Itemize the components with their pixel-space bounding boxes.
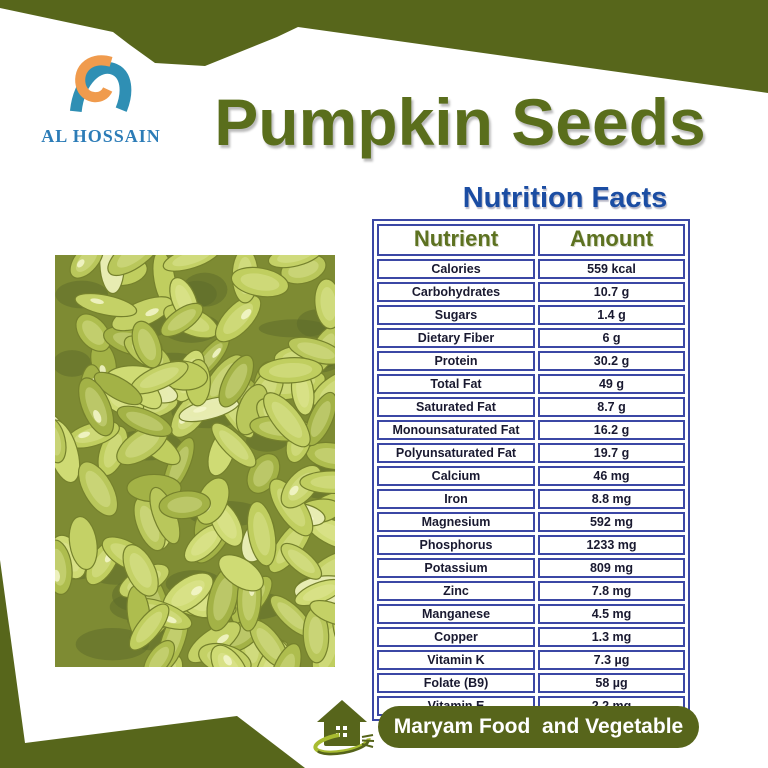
amount-cell: 1.3 mg — [538, 627, 685, 647]
nutrient-cell: Protein — [377, 351, 535, 371]
table-row — [377, 351, 685, 371]
table-row — [377, 512, 685, 532]
column-header-amount: Amount — [538, 224, 685, 256]
fork-icon — [362, 735, 374, 747]
pumpkin-seeds-illustration — [55, 255, 335, 667]
table-row — [377, 420, 685, 440]
table-row — [377, 535, 685, 555]
amount-cell: 19.7 g — [538, 443, 685, 463]
nutrient-cell: Polyunsaturated Fat — [377, 443, 535, 463]
table-row — [377, 443, 685, 463]
nutrient-cell: Dietary Fiber — [377, 328, 535, 348]
amount-cell: 7.3 µg — [538, 650, 685, 670]
table-header-row — [377, 224, 685, 256]
amount-cell: 58 µg — [538, 673, 685, 693]
nutrition-table — [372, 219, 690, 721]
amount-cell: 6 g — [538, 328, 685, 348]
table-row — [377, 489, 685, 509]
amount-cell: 8.8 mg — [538, 489, 685, 509]
nutrient-cell: Monounsaturated Fat — [377, 420, 535, 440]
amount-cell: 1233 mg — [538, 535, 685, 555]
house-icon — [309, 698, 375, 756]
nutrient-cell: Calcium — [377, 466, 535, 486]
amount-cell: 46 mg — [538, 466, 685, 486]
nutrient-cell: Total Fat — [377, 374, 535, 394]
table-row — [377, 627, 685, 647]
amount-cell: 7.8 mg — [538, 581, 685, 601]
table-row — [377, 374, 685, 394]
table-row — [377, 328, 685, 348]
table-row — [377, 673, 685, 693]
nutrient-cell: Zinc — [377, 581, 535, 601]
pumpkin-seeds-photo — [55, 255, 335, 667]
nutrient-cell: Magnesium — [377, 512, 535, 532]
table-row — [377, 581, 685, 601]
nutrient-cell: Iron — [377, 489, 535, 509]
nutrient-cell: Calories — [377, 259, 535, 279]
nutrient-cell: Phosphorus — [377, 535, 535, 555]
table-row — [377, 650, 685, 670]
brand-name: AL HOSSAIN — [41, 126, 161, 146]
table-row — [377, 558, 685, 578]
table-row — [377, 259, 685, 279]
nutrient-cell: Sugars — [377, 305, 535, 325]
amount-cell: 8.7 g — [538, 397, 685, 417]
table-row — [377, 305, 685, 325]
amount-cell: 4.5 mg — [538, 604, 685, 624]
amount-cell: 1.4 g — [538, 305, 685, 325]
nutrient-cell: Copper — [377, 627, 535, 647]
nutrient-cell: Manganese — [377, 604, 535, 624]
column-header-nutrient: Nutrient — [377, 224, 535, 256]
nutrient-cell: Saturated Fat — [377, 397, 535, 417]
company-badge: Maryam Food and Vegetable — [378, 706, 699, 748]
table-row — [377, 604, 685, 624]
brand-logo — [36, 50, 166, 147]
amount-cell: 809 mg — [538, 558, 685, 578]
nutrition-table-body — [377, 259, 685, 716]
table-row — [377, 466, 685, 486]
nutrition-facts-heading: Nutrition Facts — [462, 182, 668, 214]
table-row — [377, 397, 685, 417]
amount-cell: 559 kcal — [538, 259, 685, 279]
page-title: Pumpkin Seeds — [214, 85, 706, 159]
amount-cell: 592 mg — [538, 512, 685, 532]
amount-cell: 30.2 g — [538, 351, 685, 371]
amount-cell: 10.7 g — [538, 282, 685, 302]
table-row — [377, 282, 685, 302]
nutrient-cell: Vitamin K — [377, 650, 535, 670]
al-hossain-logo-icon — [59, 50, 143, 124]
amount-cell: 49 g — [538, 374, 685, 394]
amount-cell: 16.2 g — [538, 420, 685, 440]
nutrient-cell: Carbohydrates — [377, 282, 535, 302]
nutrient-cell: Folate (B9) — [377, 673, 535, 693]
nutrient-cell: Potassium — [377, 558, 535, 578]
